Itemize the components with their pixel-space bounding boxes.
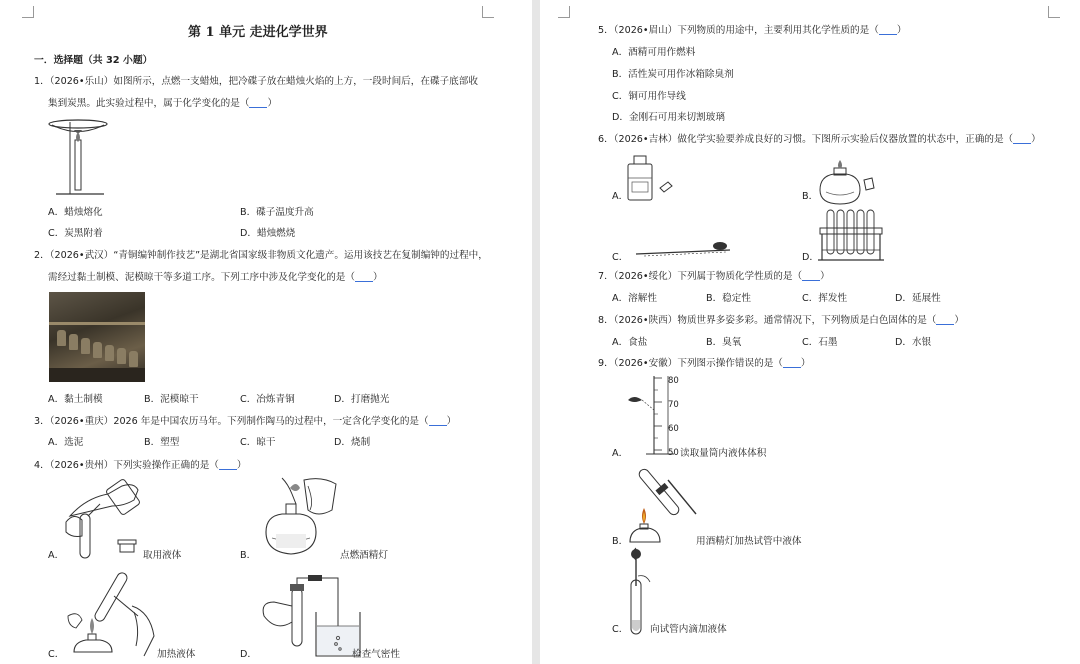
q9-option-c-letter: C．	[612, 624, 629, 635]
q3-option-c: C．晾干	[240, 437, 276, 448]
heat-liquid-figure	[64, 566, 160, 660]
q2-option-a: A．黏土制模	[48, 394, 103, 405]
question-2-text-2: 需经过黏土制模、泥模晾干等多道工序。下列工序中涉及化学变化的是（ ）	[48, 272, 383, 283]
pour-liquid-figure	[64, 476, 154, 562]
q2-option-b: B．泥模晾干	[144, 394, 199, 405]
alcohol-lamp-figure	[816, 160, 876, 206]
answer-blank[interactable]	[249, 98, 267, 108]
question-4-text: 4．（2026•贵州）下列实验操作正确的是（ ）	[34, 460, 247, 471]
q9-option-c-caption: 向试管内滴加液体	[650, 624, 727, 635]
q3-option-b: B．塑型	[144, 437, 180, 448]
q9-option-a-caption: 读取量筒内液体体积	[680, 448, 767, 459]
answer-blank[interactable]	[879, 25, 897, 35]
q4-option-b-caption: 点燃酒精灯	[340, 550, 388, 561]
q5-option-b: B．活性炭可用作冰箱除臭剂	[612, 69, 734, 80]
q8-option-c: C．石墨	[802, 337, 838, 348]
q4-option-c-caption: 加热液体	[157, 649, 196, 660]
q1-option-c: C．炭黑附着	[48, 228, 103, 239]
q6-option-c-letter: C．	[612, 252, 629, 263]
question-2-text: 2．（2026•武汉）“青铜编钟制作技艺”是湖北省国家级非物质文化遗产。运用该技艺在复制编钟的过程中，	[34, 250, 488, 261]
question-3-text: 3．（2026•重庆）2026 年是中国农历马年。下列制作陶马的过程中，一定含化学变化的是（ ）	[34, 416, 457, 427]
q9-option-b-caption: 用酒精灯加热试管中液体	[696, 536, 802, 547]
q4-option-a-letter: A．	[48, 550, 65, 561]
q4-option-b-letter: B．	[240, 550, 257, 561]
cylinder-tick-80: 80	[668, 376, 679, 386]
q4-option-a-caption: 取用液体	[143, 550, 182, 561]
question-6-text: 6．（2026•吉林）做化学实验要养成良好的习惯。下图所示实验后仪器放置的状态中，正确的是（ ）	[598, 134, 1041, 145]
answer-blank[interactable]	[219, 460, 237, 470]
heat-test-tube-figure	[628, 462, 700, 546]
question-1-text-2: 集到炭黑。此实验过程中，属于化学变化的是（ ）	[48, 98, 278, 109]
question-7-text: 7．（2026•绥化）下列属于物质化学性质的是（ ）	[598, 271, 830, 282]
q7-option-c: C．挥发性	[802, 293, 848, 304]
section-heading: 一．选择题（共 32 小题）	[34, 55, 153, 66]
q2-option-d: D．打磨抛光	[334, 394, 390, 405]
answer-blank[interactable]	[1013, 134, 1031, 144]
q8-option-b: B．臭氧	[706, 337, 742, 348]
q3-option-a: A．选泥	[48, 437, 84, 448]
q5-option-c: C．铜可用作导线	[612, 91, 686, 102]
q1-option-a: A．蜡烛熔化	[48, 207, 103, 218]
question-5-text: 5．（2026•眉山）下列物质的用途中，主要利用其化学性质的是（ ）	[598, 25, 907, 36]
question-9-text: 9．（2026•安徽）下列图示操作错误的是（ ）	[598, 358, 811, 369]
q7-option-b: B．稳定性	[706, 293, 751, 304]
candle-dish-figure	[44, 116, 114, 196]
answer-blank[interactable]	[429, 416, 447, 426]
cylinder-tick-70: 70	[668, 400, 679, 410]
q4-option-d-letter: D．	[240, 649, 257, 660]
q5-option-d: D．金刚石可用来切割玻璃	[612, 112, 725, 123]
test-tube-rack-figure	[818, 206, 884, 262]
light-lamp-figure	[252, 474, 344, 564]
answer-blank[interactable]	[783, 358, 801, 368]
cylinder-tick-50: 50	[668, 448, 679, 458]
q7-option-a: A．溶解性	[612, 293, 657, 304]
answer-blank[interactable]	[802, 271, 820, 281]
crop-mark	[558, 6, 570, 18]
dropper-on-table-figure	[634, 236, 734, 260]
bronze-bells-photo	[49, 292, 145, 382]
q6-option-b-letter: B．	[802, 191, 819, 202]
q9-option-b-letter: B．	[612, 536, 629, 547]
answer-blank[interactable]	[355, 272, 373, 282]
page-title: 第 1 单元 走进化学世界	[188, 25, 328, 40]
question-1-text: 1．（2026•乐山）如图所示，点燃一支蜡烛，把冷碟子放在蜡烛火焰的上方，一段时间后，在碟子底部收	[34, 76, 478, 87]
q1-option-b: B．碟子温度升高	[240, 207, 314, 218]
q6-option-a-letter: A．	[612, 191, 629, 202]
answer-blank[interactable]	[936, 315, 954, 325]
q5-option-a: A．酒精可用作燃料	[612, 47, 696, 58]
q8-option-d: D．水银	[895, 337, 932, 348]
q4-option-d-caption: 检查气密性	[352, 649, 400, 660]
crop-mark	[22, 6, 34, 18]
document-page-right	[540, 0, 1080, 664]
q8-option-a: A．食盐	[612, 337, 648, 348]
q3-option-d: D．烧制	[334, 437, 371, 448]
question-8-text: 8．（2026•陕西）物质世界多姿多彩。通常情况下，下列物质是白色固体的是（ ）	[598, 315, 964, 326]
reagent-bottle-figure	[624, 152, 674, 202]
q4-option-c-letter: C．	[48, 649, 65, 660]
cylinder-tick-60: 60	[668, 424, 679, 434]
q6-option-d-letter: D．	[802, 252, 819, 263]
q7-option-d: D．延展性	[895, 293, 941, 304]
airtightness-figure	[256, 572, 366, 662]
crop-mark	[482, 6, 494, 18]
crop-mark	[1048, 6, 1060, 18]
q9-option-a-letter: A．	[612, 448, 629, 459]
q1-option-d: D．蜡烛燃烧	[240, 228, 296, 239]
q2-option-c: C．冶炼青铜	[240, 394, 295, 405]
document-page-left	[0, 0, 532, 664]
